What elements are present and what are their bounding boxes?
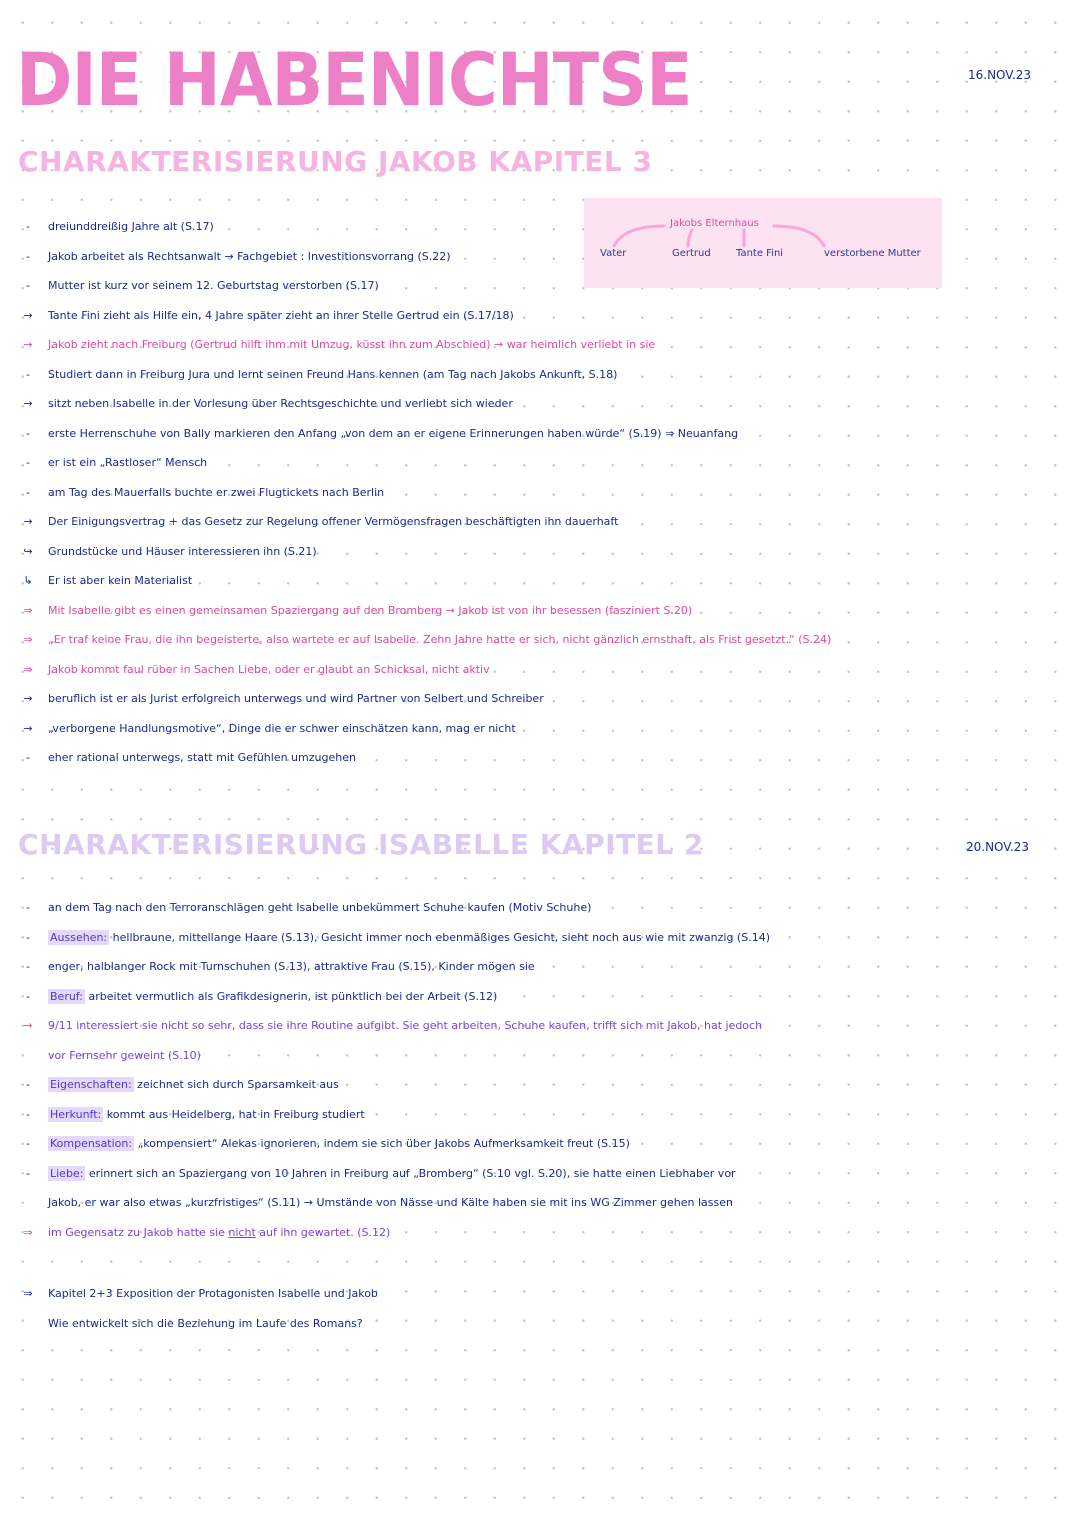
jakob-notes-list [18, 212, 918, 773]
list-item: - dreiunddreißig Jahre alt (S.17) [26, 220, 214, 233]
label-kompensation: Kompensation: [50, 1137, 133, 1150]
list-item: - Jakob arbeitet als Rechtsanwalt → Fachgebiet : Investitionsvorrang (S.22) [26, 249, 451, 263]
list-item: Jakob, er war also etwas „kurzfristiges“ (S.11) → Umstände von Nässe und Kälte haben sie mit ins WG Zimmer gehen lassen [48, 1196, 733, 1209]
list-item: - an dem Tag nach den Terroranschlägen geht Isabelle unbekümmert Schuhe kaufen (Motiv Schuhe) [26, 901, 592, 914]
conclusion-line-1: ⇒ Kapitel 2+3 Exposition der Protagonisten Isabelle und Jakob [23, 1287, 378, 1300]
date-label-2: 20.NOV.23 [966, 840, 1030, 854]
list-item: vor Fernsehr geweint (S.10) [48, 1048, 201, 1062]
list-item: - Liebe: erinnert sich an Spaziergang von 10 Jahren in Freiburg auf „Bromberg“ (S.10 vgl. S.20), sie hatte einen Liebhaber vor [26, 1166, 736, 1180]
list-item: - Studiert dann in Freiburg Jura und lernt seinen Freund Hans kennen (am Tag nach Jakobs Ankunft, S.18) [26, 367, 618, 381]
date-label-1: 16.NOV.23 [968, 68, 1032, 82]
list-item: - enger, halblanger Rock mit Turnschuhen (S.13), attraktive Frau (S.15), Kinder mögen sie [26, 960, 535, 973]
list-item: → Jakob zieht nach Freiburg (Gertrud hilft ihm mit Umzug, küsst ihn zum Abschied) → war heimlich verliebt in sie [23, 338, 656, 351]
label-herkunft: Herkunft: [50, 1107, 102, 1121]
diagram-child-verstorbene-mutter: verstorbene Mutter [824, 248, 921, 259]
label-aussehen: Aussehen: [50, 930, 108, 944]
list-item: ⇒ „Er traf keine Frau, die ihn begeisterte, also wartete er auf Isabelle. Zehn Jahre hatte er sich, nicht gänzlich ernsthaft, als Frist gesetzt.“ (S.24) [23, 633, 832, 646]
conclusion-block [18, 1279, 918, 1338]
list-item: - Aussehen: hellbraune, mittellange Haare (S.13), Gesicht immer noch ebenmäßiges Gesicht, sieht noch aus wie mit zwanzig (S.14) [26, 930, 770, 944]
list-item: - Kompensation: „kompensiert“ Alekas ignorieren, indem sie sich über Jakobs Aufmerksamkeit freut (S.15) [26, 1137, 630, 1150]
list-item: - erste Herrenschuhe von Bally markieren den Anfang „von dem an er eigene Erinnerungen haben würde“ (S.19) ⇒ Neuanfang [26, 426, 739, 440]
list-item: - er ist ein „Rastloser“ Mensch [26, 456, 208, 469]
list-item: ↳ Er ist aber kein Materialist [23, 574, 193, 587]
diagram-child-tante-fini: Tante Fini [736, 248, 784, 259]
diagram-child-vater: Vater [600, 248, 627, 259]
label-liebe: Liebe: [50, 1166, 84, 1180]
list-item: → sitzt neben Isabelle in der Vorlesung über Rechtsgeschichte und verliebt sich wieder [23, 397, 513, 410]
label-eigenschaften: Eigenschaften: [50, 1078, 132, 1091]
list-item: - Beruf: arbeitet vermutlich als Grafikdesignerin, ist pünktlich bei der Arbeit (S.12) [26, 989, 498, 1003]
list-item: - Eigenschaften: zeichnet sich durch Sparsamkeit aus [26, 1078, 339, 1091]
list-item: → Tante Fini zieht als Hilfe ein, 4 Jahre später zieht an ihrer Stelle Gertrud ein (S.17/18) [23, 308, 514, 322]
label-beruf: Beruf: [50, 989, 83, 1003]
list-item: - Mutter ist kurz vor seinem 12. Geburtstag verstorben (S.17) [26, 279, 379, 292]
list-item: ↪ Grundstücke und Häuser interessieren ihn (S.21) [23, 544, 317, 558]
list-item: ⇒ Mit Isabelle gibt es einen gemeinsamen Spaziergang auf den Bromberg → Jakob ist von ihr besessen (fasziniert S.20) [23, 603, 693, 617]
list-item: ⇒ im Gegensatz zu Jakob hatte sie nicht auf ihn gewartet. (S.12) [23, 1225, 391, 1239]
page-title: DIE HABENICHTSE [16, 38, 692, 124]
list-item: → beruflich ist er als Jurist erfolgreich unterwegs und wird Partner von Selbert und Schreiber [23, 692, 544, 705]
conclusion-line-2: Wie entwickelt sich die Beziehung im Laufe des Romans? [48, 1316, 363, 1330]
isabelle-notes-list [18, 893, 918, 1247]
list-item: - eher rational unterwegs, statt mit Gefühlen umzugehen [26, 751, 356, 764]
diagram-root-label: Jakobs Elternhaus [670, 218, 759, 229]
list-item: → Der Einigungsvertrag + das Gesetz zur Regelung offener Vermögensfragen beschäftigten ihn dauerhaft [23, 515, 619, 528]
list-item: - am Tag des Mauerfalls buchte er zwei Flugtickets nach Berlin [26, 485, 385, 499]
list-item: → 9/11 interessiert sie nicht so sehr, dass sie ihre Routine aufgibt. Sie geht arbeiten, Schuhe kaufen, trifft sich mit Jakob, hat jedoch [23, 1019, 763, 1032]
list-item: - Herkunft: kommt aus Heidelberg, hat in Freiburg studiert [26, 1107, 365, 1121]
list-item: ⇒ Jakob kommt faul rüber in Sachen Liebe, oder er glaubt an Schicksal, nicht aktiv [23, 662, 490, 676]
section-heading-jakob: CHARAKTERISIERUNG JAKOB KAPITEL 3 [18, 145, 653, 178]
section-heading-isabelle: CHARAKTERISIERUNG ISABELLE KAPITEL 2 [18, 828, 704, 861]
list-item: → „verborgene Handlungsmotive“, Dinge die er schwer einschätzen kann, mag er nicht [23, 721, 516, 735]
diagram-child-gertrud: Gertrud [672, 248, 711, 259]
